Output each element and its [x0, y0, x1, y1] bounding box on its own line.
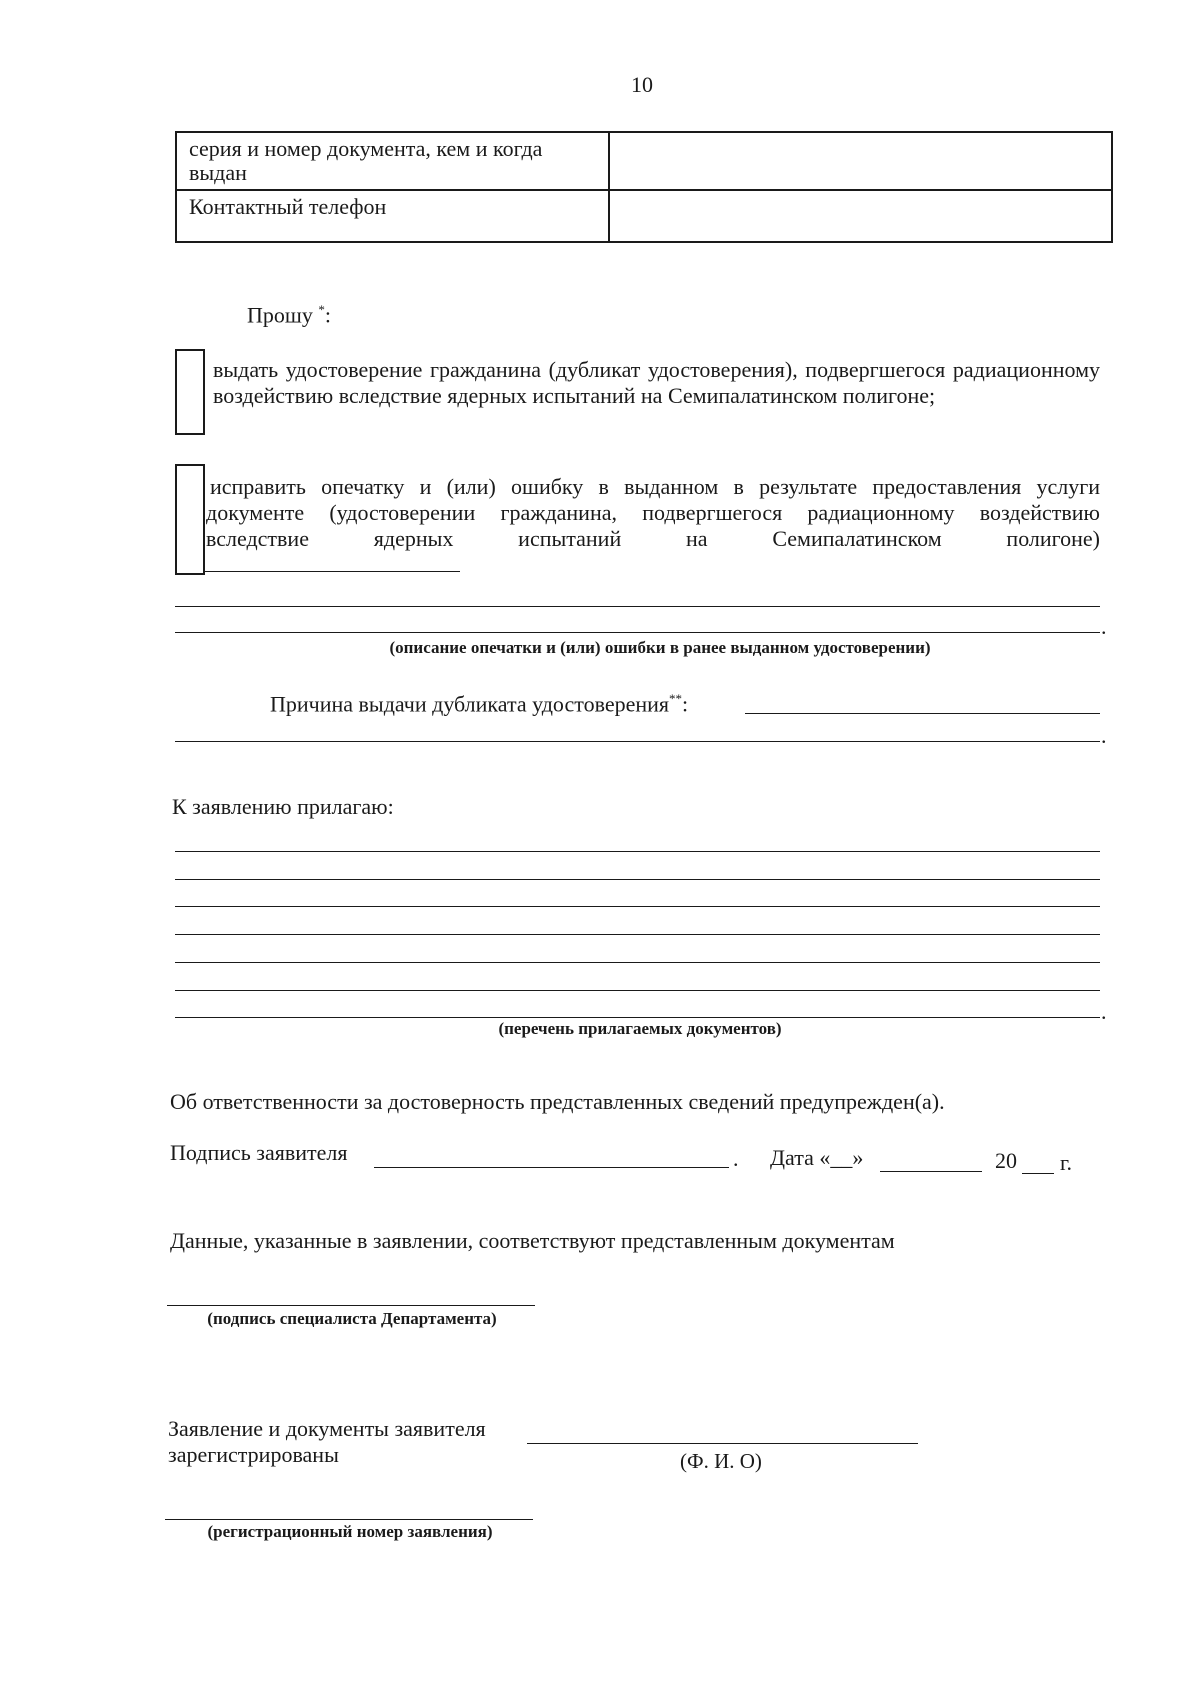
fio-caption: (Ф. И. О)	[680, 1449, 762, 1473]
applicant-info-table	[175, 131, 1113, 243]
correct-error-line-1: исправить опечатку и (или) ошибку в выданном в результате предоставления услуги	[210, 474, 1100, 499]
request-heading-colon: :	[324, 302, 331, 328]
signature-label: Подпись заявителя	[170, 1140, 348, 1165]
period-mark: .	[1101, 999, 1107, 1024]
duplicate-reason-label	[270, 686, 688, 717]
correct-error-line-2: документе (удостоверении гражданина, подвергшегося радиационному воздействию	[206, 500, 1100, 525]
duplicate-reason-text: Причина выдачи дубликата удостоверения	[270, 691, 670, 717]
period-mark: .	[1101, 614, 1107, 639]
responsibility-statement: Об ответственности за достоверность представленных сведений предупрежден(а).	[170, 1089, 945, 1114]
correct-error-line-3: вследствие ядерных испытаний на Семипалатинском полигоне)	[206, 526, 1100, 551]
phone-field[interactable]	[609, 190, 1112, 242]
attachment-line[interactable]	[175, 879, 1100, 880]
registration-line-1: Заявление и документы заявителя	[168, 1416, 486, 1441]
registration-line-2: зарегистрированы	[168, 1442, 339, 1467]
request-heading	[247, 297, 331, 328]
page-number: 10	[631, 72, 653, 97]
request-heading-text: Прошу	[247, 302, 313, 328]
verification-statement: Данные, указанные в заявлении, соответствуют представленным документам	[170, 1228, 895, 1253]
specialist-signature-caption: (подпись специалиста Департамента)	[207, 1309, 497, 1328]
signature-line[interactable]	[374, 1167, 729, 1168]
error-description-line[interactable]	[175, 606, 1100, 607]
year-line[interactable]	[1022, 1173, 1054, 1174]
registration-number-caption: (регистрационный номер заявления)	[207, 1522, 493, 1541]
attachments-label: К заявлению прилагаю:	[172, 794, 394, 819]
attachment-line[interactable]	[175, 851, 1100, 852]
attachments-caption: (перечень прилагаемых документов)	[498, 1019, 782, 1038]
footnote-mark: *	[318, 302, 325, 317]
error-description-caption: (описание опечатки и (или) ошибки в ранее выданном удостоверении)	[389, 638, 931, 657]
date-month-line[interactable]	[880, 1171, 982, 1172]
period-mark: .	[1101, 723, 1107, 748]
duplicate-reason-line[interactable]	[175, 741, 1100, 742]
attachment-line[interactable]	[175, 906, 1100, 907]
registrar-name-line[interactable]	[527, 1443, 918, 1444]
attachment-line[interactable]	[175, 962, 1100, 963]
registration-number-line[interactable]	[165, 1519, 533, 1520]
footnote-mark: **	[669, 691, 683, 706]
attachment-line[interactable]	[175, 934, 1100, 935]
document-details-field[interactable]	[609, 132, 1112, 190]
duplicate-reason-colon: :	[682, 691, 689, 717]
specialist-signature-line[interactable]	[167, 1305, 535, 1306]
error-description-line[interactable]	[175, 632, 1100, 633]
duplicate-reason-line[interactable]	[745, 713, 1100, 714]
period-mark: .	[733, 1146, 739, 1171]
phone-label: Контактный телефон	[176, 190, 609, 242]
issue-certificate-text: выдать удостоверение гражданина (дубликат удостоверения), подвергшегося радиационному воздействию вследствие ядерных испытаний на Семипалатинском полигоне;	[213, 357, 1100, 408]
error-description-line[interactable]	[203, 571, 460, 572]
correct-error-checkbox[interactable]	[175, 464, 205, 575]
table-row	[176, 132, 1112, 190]
attachment-line[interactable]	[175, 990, 1100, 991]
document-details-label: серия и номер документа, кем и когда выдан	[176, 132, 609, 190]
year-suffix: г.	[1060, 1150, 1073, 1175]
table-row	[176, 190, 1112, 242]
year-prefix: 20	[995, 1148, 1017, 1173]
attachment-line[interactable]	[175, 1017, 1100, 1018]
issue-certificate-checkbox[interactable]	[175, 349, 205, 435]
date-label: Дата «__»	[770, 1145, 864, 1170]
